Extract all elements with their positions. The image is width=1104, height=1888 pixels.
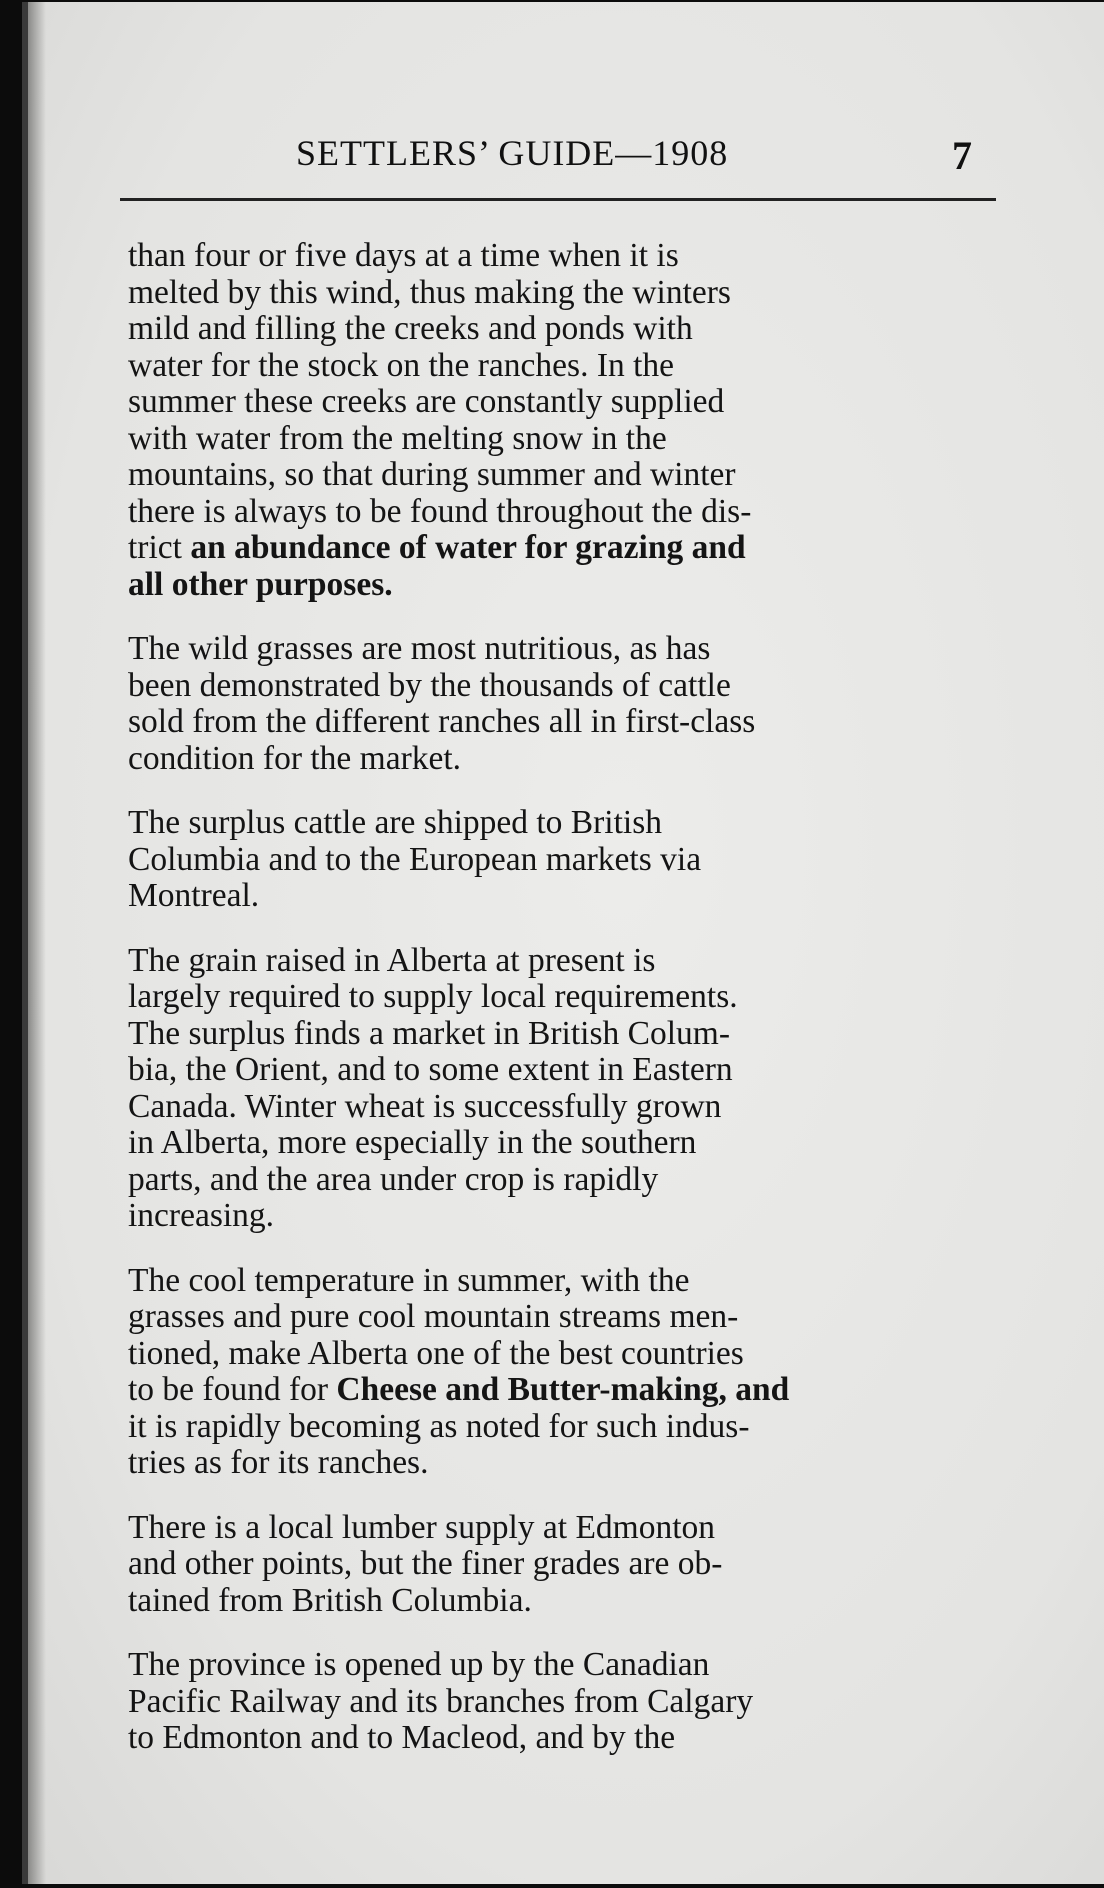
- paragraph-1: [128, 238, 1008, 603]
- paragraph-5-tail: it is rapidly becoming as noted for such indus- tries as for its ranches.: [128, 1407, 750, 1481]
- paragraph-5: [128, 1263, 1008, 1482]
- paragraph-1-bold-run: an abundance of water for grazing and all other purposes.: [128, 529, 746, 603]
- paragraph-7: The province is opened up by the Canadian Pacific Railway and its branches from Calgary to Edmonton and to Macleod, and by the: [128, 1646, 754, 1756]
- paragraph-2: The wild grasses are most nutritious, as has been demonstrated by the thousands of cattle sold from the different ranches all in first-class condition for the market.: [128, 630, 756, 777]
- paragraph-3: The surplus cattle are shipped to British Columbia and to the European markets via Montreal.: [128, 804, 702, 914]
- body-text: [128, 238, 1008, 1785]
- running-head: [28, 132, 1104, 182]
- page-number: 7: [952, 133, 972, 178]
- paragraph-6: There is a local lumber supply at Edmonton and other points, but the finer grades are ob- tained from British Columbia.: [128, 1508, 723, 1619]
- paragraph-5-bold-run: Cheese and Butter-making, and: [336, 1371, 790, 1408]
- running-title: SETTLERS’ GUIDE—1908: [296, 133, 729, 173]
- paragraph-1-text: than four or five days at a time when it is melted by this wind, thus making the winters mild and filling the creeks and ponds with water for the stock on the ranches. In the summer these creeks are constantly supplied with water from the melting snow in the mountains, so that during summer and winter there is always to be found throughout the dis- trict: [128, 237, 752, 566]
- spine-shadow: [28, 2, 46, 1884]
- paragraph-5-lead: The cool temperature in summer, with the grasses and pure cool mountain streams men- tioned, make Alberta one of the best countries to be found for: [128, 1261, 744, 1408]
- book-page: [22, 2, 1104, 1884]
- paragraph-4: The grain raised in Alberta at present is largely required to supply local requirements. The surplus finds a market in British Colum- bia, the Orient, and to some extent in Eastern Canada. Winter wheat is successfully grown in Alberta, more especially in the southern parts, and the area under crop is rapidly increasing.: [128, 941, 738, 1234]
- header-rule: [120, 198, 996, 201]
